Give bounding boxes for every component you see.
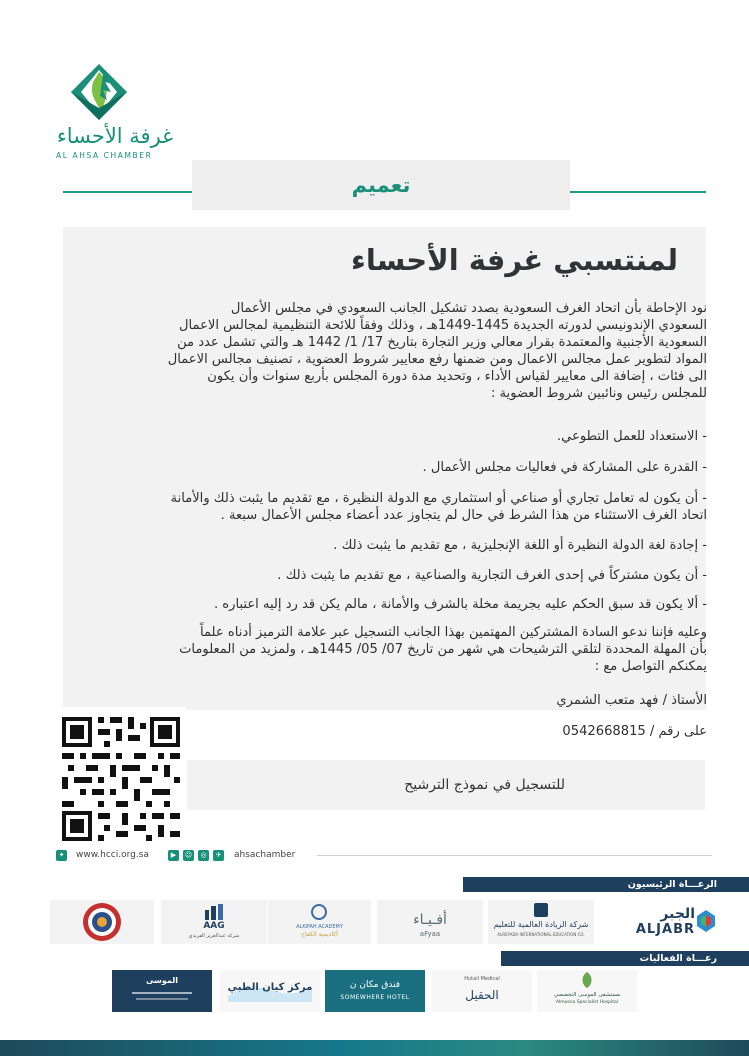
almoosa-divider: [132, 992, 192, 994]
event-sponsor-kayan-medical: [220, 970, 320, 1012]
snapchat-icon[interactable]: ☺: [184, 851, 193, 859]
aljabr-emblem-icon: [697, 910, 715, 932]
intro-line: السعودي الإندونيسي لدورته الجديدة 1445-1449هـ ، وذلك وفقاً للائحة التنظيمية لمجالس الاعمال: [179, 318, 707, 333]
youtube-icon[interactable]: ▶: [168, 850, 179, 861]
sponsor-name: أفـيـاء: [413, 912, 447, 928]
sponsor-logo-aljabr: [599, 900, 717, 944]
intro-line: للمجلس رئيس ونائبين شروط العضوية :: [490, 386, 707, 401]
title-box: [192, 160, 570, 210]
main-sponsors-header: الرعـــاة الرئيسيون: [463, 877, 749, 892]
intro-line: السعودية الأجنبية والمعتمدة بقرار معالي وزير التجارة بتاريخ 17/ 1/ 1442 هـ والتي تشمل عدد من: [177, 335, 707, 350]
sponsor-sub: Hutail Medical: [464, 976, 500, 982]
sponsor-logo-alkifah: [268, 900, 371, 944]
sponsor-sub: Almoosa Specialist Hospital: [555, 1000, 619, 1005]
social-handle[interactable]: ahsachamber: [234, 850, 296, 860]
sponsor-sub: SOMEWHERE HOTEL: [340, 994, 410, 1001]
event-sponsors-header: رعـــاة الفعاليات: [501, 951, 749, 966]
sponsor-name: ALKIFAH ACADEMY: [296, 924, 343, 930]
closing-line: بأن المهلة المحددة لتلقي الترشيحات هي شهر من تاريخ 07/ 05/ 1445هـ ، ولمزيد من المعلومات: [179, 642, 707, 657]
registration-bar[interactable]: [187, 760, 705, 810]
registration-label: للتسجيل في نموذج الترشيح: [404, 777, 565, 793]
event-sponsor-almoosa: [112, 970, 212, 1012]
title-rule-left: [63, 191, 193, 193]
qr-code-icon: [56, 707, 186, 851]
sponsor-seal-icon: [82, 902, 122, 942]
sponsor-name: مركز كيان الطبي: [227, 982, 313, 993]
sponsor-name: الحقيل: [465, 988, 499, 1002]
contact-name: الأستاذ / فهد متعب الشمري: [556, 693, 707, 708]
event-sponsor-somewhere-hotel: [325, 970, 425, 1012]
logo-name-ar: غرفة الأحساء: [56, 124, 174, 148]
intro-line: الى فئات ، إضافة الى معايير لقياس الأداء ، وتحديد مدة دورة المجلس بأربع سنوات وأن يكون: [207, 369, 707, 384]
contact-phone: على رقم / 0542668815: [562, 724, 707, 739]
twitter-icon[interactable]: ✈: [213, 850, 224, 861]
sponsor-name: فندق مكان ن: [349, 980, 401, 990]
logo-name-en: AL AHSA CHAMBER: [56, 151, 153, 160]
title-rule-right: [570, 191, 706, 193]
sponsor-logo-aag: [161, 900, 267, 944]
sponsor-logo-alreyada: [488, 900, 594, 944]
alkifah-emblem-icon: [311, 904, 327, 920]
event-sponsor-almoosa-hospital: [537, 970, 637, 1012]
intro-line: نود الإحاطة بأن اتحاد الغرف السعودية بصدد تشكيل الجانب السعودي في مجلس الأعمال: [230, 301, 707, 316]
website-link[interactable]: www.hcci.org.sa: [76, 850, 149, 860]
doc-heading: لمنتسبي غرفة الأحساء: [351, 243, 678, 277]
closing-paragraph: [70, 624, 707, 675]
sponsor-sub: شركة عبدالعزيز الفريدي: [188, 933, 240, 939]
condition-item: - ألا يكون قد سبق الحكم عليه بجريمة مخلة بالشرف والأمانة ، مالم يكن قد رد إليه اعتباره .: [213, 597, 707, 612]
social-row: [52, 848, 314, 864]
sponsor-logo-afyaa: [377, 900, 483, 944]
sponsor-name: مستشفى الموسى التخصصي: [553, 992, 621, 998]
registration-qr-code[interactable]: [56, 707, 186, 851]
chamber-logo: [40, 62, 190, 162]
condition-item: - إجادة لغة الدولة النظيرة أو اللغة الإنجليزية ، مع تقديم ما يثبت ذلك .: [333, 538, 707, 553]
condition-item: - الاستعداد للعمل التطوعي.: [557, 429, 707, 444]
condition-item: - القدرة على المشاركة في فعاليات مجلس الأعمال .: [422, 460, 707, 475]
intro-line: المواد لتطوير عمل مجالس الاعمال ومن ضمنها رفع معايير شروط العضوية ، تصنيف مجالس الاعمال: [167, 352, 707, 367]
closing-line: يمكنكم التواصل مع :: [594, 659, 707, 674]
almoosa-leaf-icon: [579, 972, 595, 988]
chamber-emblem-icon: [67, 62, 131, 124]
footer-band: [0, 1040, 749, 1056]
condition-line: - أن يكون له تعامل تجاري أو صناعي أو استثماري مع الدولة النظيرة ، مع تقديم ما يثبت ذلك والأمانة: [170, 491, 707, 506]
sponsor-sub: aFyaa: [419, 930, 441, 938]
condition-line: اتحاد الغرف الاستثناء من هذا الشرط في حال لم يتجاوز عدد أعضاء مجلس الأعمال سبعة .: [220, 508, 707, 523]
sponsor-name: شركة الريادة العالمية للتعليم: [493, 920, 589, 929]
social-divider: [317, 855, 712, 856]
instagram-icon[interactable]: ◎: [198, 850, 209, 861]
doc-title: تعميم: [351, 173, 411, 197]
sponsor-sub: أكاديمية الكفاح: [301, 931, 338, 938]
event-sponsor-alhuqail: [432, 970, 532, 1012]
alreyada-shield-icon: [534, 903, 548, 917]
aag-building-icon: [203, 904, 225, 920]
chamber-small-icon: ✦: [56, 850, 67, 861]
condition-item: [70, 490, 707, 524]
sponsor-name: الجبر: [660, 906, 695, 922]
closing-line: وعليه فإننا ندعو السادة المشتركين المهتمين بهذا الجانب التسجيل عبر علامة الترميز أدناه علماً: [200, 625, 707, 640]
sponsor-name: AAG: [203, 921, 225, 931]
sponsor-name: الموسى: [145, 976, 179, 985]
condition-item: - أن يكون مشتركاً في إحدى الغرف التجارية والصناعية ، مع تقديم ما يثبت ذلك .: [277, 568, 707, 583]
sponsor-logo-badge: [50, 900, 154, 944]
sponsor-sub: ALJABR: [635, 922, 695, 937]
intro-paragraph: [70, 300, 707, 402]
sponsor-sub: ALREYADA INTERNATIONAL EDUCATION CO.: [497, 932, 585, 937]
almoosa-divider: [136, 998, 188, 1000]
